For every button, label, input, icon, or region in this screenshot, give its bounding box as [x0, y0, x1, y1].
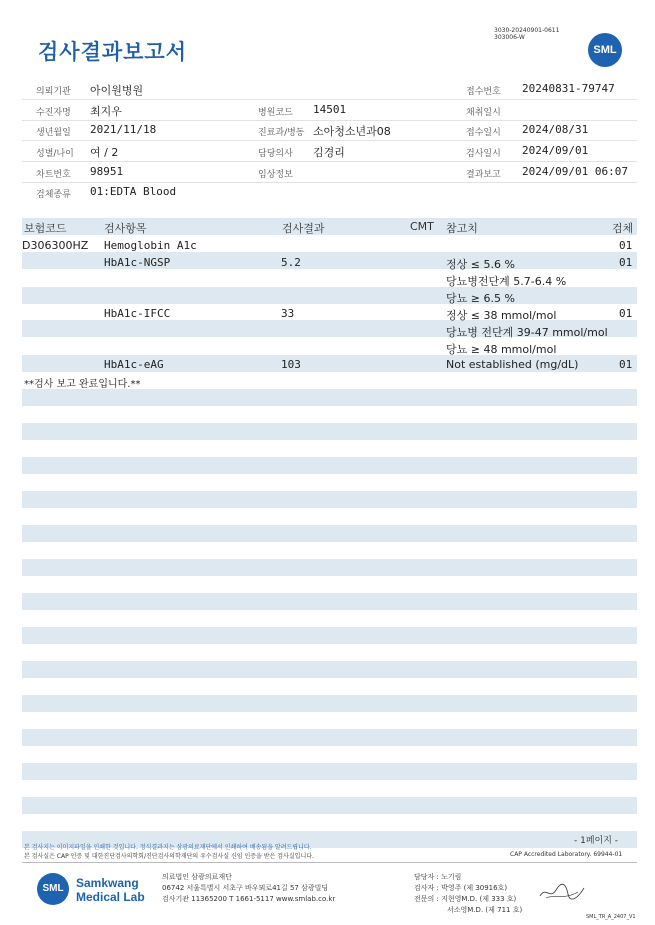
- row-stripe: [22, 423, 637, 440]
- receipt-no-label: 접수번호: [466, 87, 501, 97]
- cell-specimen: 01: [619, 256, 633, 269]
- cell-result: 33: [281, 307, 295, 320]
- cell-insurance-code: **검사 보고 완료입니다.**: [24, 379, 141, 390]
- cell-specimen: 01: [619, 239, 633, 252]
- results-table-header: [22, 218, 637, 235]
- chart-no-value: 98951: [90, 165, 124, 178]
- dept-label: 진료과/병동: [258, 128, 305, 138]
- cell-reference: 정상 ≤ 38 mmol/mol: [446, 309, 557, 322]
- specimen-value: 01:EDTA Blood: [90, 185, 177, 198]
- row-stripe: [22, 661, 637, 678]
- page-number: - 1페이지 -: [574, 836, 619, 846]
- row-stripe: [22, 627, 637, 644]
- row-stripe: [22, 729, 637, 746]
- test-date-label: 검사일시: [466, 149, 501, 159]
- brand-line: Medical Lab: [76, 890, 145, 904]
- cell-reference: Not established (mg/dL): [446, 358, 579, 371]
- collection-label: 채취일시: [466, 108, 501, 118]
- cap-accreditation: CAP Accredited Laboratory. 69944-01: [510, 851, 623, 858]
- row-stripe: [22, 457, 637, 474]
- document-id-line: 3030-20240901-0611: [494, 27, 560, 34]
- report-title: 검사결과보고서: [38, 40, 188, 64]
- row-stripe: [22, 525, 637, 542]
- sml-logo-footer: SML: [37, 873, 69, 905]
- header-cmt: CMT: [410, 220, 434, 233]
- sex-age-value: 여 / 2: [90, 146, 119, 159]
- staff-specialist: 서소영M.D. (제 711 호): [447, 906, 523, 914]
- receipt-date-value: 2024/08/31: [522, 123, 589, 136]
- cell-test-item: HbA1c-eAG: [104, 358, 164, 371]
- row-stripe: [22, 593, 637, 610]
- organization-name: 의료법인 삼광의료재단: [162, 873, 232, 881]
- cell-reference: 정상 ≤ 5.6 %: [446, 258, 515, 271]
- report-date-label: 결과보고: [466, 170, 501, 180]
- info-row: [22, 182, 637, 202]
- doctor-value: 김경리: [313, 146, 345, 159]
- receipt-no-value: 20240831-79747: [522, 82, 615, 95]
- row-stripe: [22, 695, 637, 712]
- row-stripe: [22, 763, 637, 780]
- cell-insurance-code: D306300HZ: [22, 239, 89, 252]
- header-test-item: 검사항목: [104, 222, 147, 235]
- info-row: [22, 79, 637, 100]
- dept-value: 소아청소년과08: [313, 125, 391, 138]
- patient-label: 수진자명: [36, 108, 71, 118]
- document-id-line: 303006-W: [494, 34, 525, 41]
- cell-reference: 당뇨병 전단계 39-47 mmol/mol: [446, 326, 608, 339]
- info-row: [22, 162, 637, 183]
- clinical-label: 임상정보: [258, 170, 293, 180]
- header-reference: 참고치: [446, 222, 478, 235]
- test-date-value: 2024/09/01: [522, 144, 589, 157]
- staff-examiner: 검사자 : 박영주 (제 30916호): [414, 884, 508, 892]
- print-notice: 본 검사지는 이미지파일을 인쇄한 것입니다. 정식결과지는 삼광의료재단에서 인쇄하여 배송됨을 알려드립니다.: [24, 844, 312, 851]
- sml-logo: SML: [588, 33, 622, 67]
- info-row: [22, 100, 637, 121]
- footer-divider: [22, 862, 637, 863]
- cell-reference: 당뇨 ≥ 48 mmol/mol: [446, 343, 557, 356]
- doctor-label: 담당의사: [258, 149, 293, 159]
- cell-reference: 당뇨 ≥ 6.5 %: [446, 292, 515, 305]
- row-stripe: [22, 559, 637, 576]
- staff-contact: 담당자 : 노기림: [414, 873, 462, 881]
- dob-label: 생년월일: [36, 128, 71, 138]
- document-id: [494, 27, 559, 41]
- institution-value: 아이원병원: [90, 84, 144, 97]
- header-insurance-code: 보험코드: [24, 222, 67, 235]
- cell-result: 103: [281, 358, 301, 371]
- hospital-code-label: 병원코드: [258, 108, 293, 118]
- header-specimen: 검체: [612, 222, 634, 235]
- cell-test-item: Hemoglobin A1c: [104, 239, 197, 252]
- header-result: 검사결과: [282, 222, 325, 235]
- chart-no-label: 차트번호: [36, 170, 71, 180]
- receipt-date-label: 접수일시: [466, 128, 501, 138]
- row-stripe: [22, 287, 637, 304]
- cell-reference: 당뇨병전단계 5.7-6.4 %: [446, 275, 567, 288]
- brand-line: Samkwang: [76, 876, 139, 890]
- report-date-value: 2024/09/01 06:07: [522, 165, 628, 178]
- staff-specialist: 전문의 : 지현영M.D. (제 333 호): [414, 895, 517, 903]
- row-stripe: [22, 797, 637, 814]
- organization-contact: 검사기관 11365200 T 1661-5117 www.smlab.co.kr: [162, 895, 336, 903]
- organization-address: 06742 서울특별시 서초구 바우뫼로41길 57 삼광빌딩: [162, 884, 329, 892]
- accreditation-notice: 본 검사실은 CAP 인증 및 대한진단검사의학회/진단검사의학재단의 우수검사실 신임 인증을 받은 검사실입니다.: [24, 853, 314, 860]
- brand-name: [76, 876, 145, 904]
- row-stripe: [22, 389, 637, 406]
- cell-result: 5.2: [281, 256, 301, 269]
- info-row: [22, 141, 637, 162]
- cell-specimen: 01: [619, 307, 633, 320]
- patient-value: 최지우: [90, 105, 122, 118]
- cell-specimen: 01: [619, 358, 633, 371]
- cell-test-item: HbA1c-NGSP: [104, 256, 171, 269]
- form-code: SML_TR_A_2407_V1: [586, 914, 636, 920]
- institution-label: 의뢰기관: [36, 87, 71, 97]
- specimen-label: 검체종류: [36, 190, 71, 200]
- hospital-code-value: 14501: [313, 103, 347, 116]
- info-row: [22, 120, 637, 141]
- signature: [538, 880, 588, 904]
- cell-test-item: HbA1c-IFCC: [104, 307, 171, 320]
- sex-age-label: 성별/나이: [36, 149, 74, 159]
- dob-value: 2021/11/18: [90, 123, 157, 136]
- row-stripe: [22, 491, 637, 508]
